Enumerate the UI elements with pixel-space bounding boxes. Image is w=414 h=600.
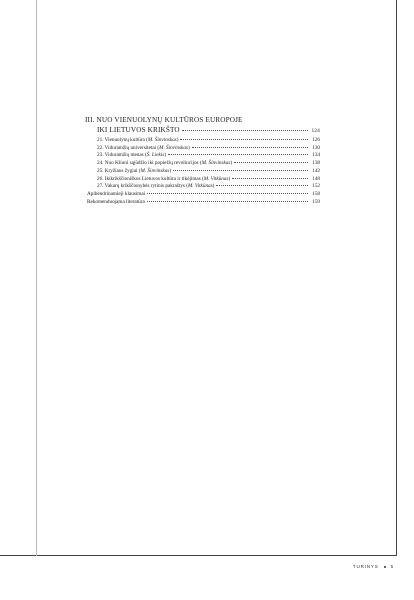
toc-entry-title: 23. Viduramžių menas (Š. Liekis)	[97, 152, 167, 159]
toc-entry-summary	[85, 191, 320, 199]
toc-entry-title: 25. Kryžiaus žygiai (M. Šinvinskas)	[97, 167, 172, 174]
toc-entry	[85, 183, 320, 191]
toc-entry-page: 148	[312, 175, 320, 182]
toc-entry-literature	[85, 199, 320, 207]
toc-entry-page: 134	[312, 152, 320, 159]
toc-entry-page: 138	[312, 160, 320, 167]
toc-entry-title: 27. Vakarų krikščionybės rytinis pakraštys (M. Vitkūnas)	[97, 183, 215, 190]
gutter-line	[36, 0, 37, 556]
toc-entry	[85, 168, 320, 176]
dot-leader	[147, 193, 308, 194]
dot-leader	[216, 185, 308, 186]
running-footer	[353, 564, 394, 569]
dot-leader	[173, 170, 308, 171]
section-heading-line2	[85, 126, 320, 136]
section-page-number: 124	[311, 128, 320, 134]
dot-leader	[180, 139, 308, 140]
toc-entry-title: 24. Nuo Kliuni sąjūdžio iki popiežių revoliucijos (M. Šinvinskas)	[97, 160, 233, 167]
toc-entry	[85, 160, 320, 168]
toc-entry-page: 159	[312, 198, 320, 205]
bullet-icon	[384, 566, 386, 568]
footer-page-number: 5	[390, 564, 394, 569]
dot-leader	[192, 147, 308, 148]
dot-leader	[234, 162, 308, 163]
toc-entry	[85, 152, 320, 160]
toc-entry	[85, 137, 320, 145]
toc-entries	[85, 137, 320, 206]
footer-label: TURINYS	[352, 564, 379, 569]
toc-entry-title: Rekomenduojama literatūra	[87, 198, 145, 205]
toc-entry-page: 158	[312, 190, 320, 197]
dot-leader	[182, 130, 308, 131]
section-heading-line1: III. NUO VIENUOLYNŲ KULTŪROS EUROPOJE	[85, 116, 243, 124]
section-heading	[85, 116, 320, 136]
dot-leader	[168, 154, 308, 155]
toc-entry-page: 152	[312, 183, 320, 190]
dot-leader	[232, 178, 308, 179]
toc-entry-title: 26. Ikikrikščioniškos Lietuvos kultūra ir tikėjimas (M. Vitkūnas)	[97, 175, 231, 182]
toc-entry-title: 21. Vienuolynų kultūra (M. Šinvinskas)	[97, 137, 179, 143]
toc-entry-title: Apibendrinamieji klausimai	[87, 190, 146, 197]
toc-entry-title: 22. Viduramžių universitetai (M. Šinvinskas)	[97, 144, 190, 151]
toc-entry-page: 126	[312, 137, 320, 143]
toc-entry-page: 130	[312, 144, 320, 151]
section-heading-line2-text: IKI LIETUVOS KRIKŠTO	[97, 126, 180, 134]
dot-leader	[147, 201, 308, 202]
table-of-contents	[85, 116, 320, 206]
toc-entry-page: 142	[312, 167, 320, 174]
